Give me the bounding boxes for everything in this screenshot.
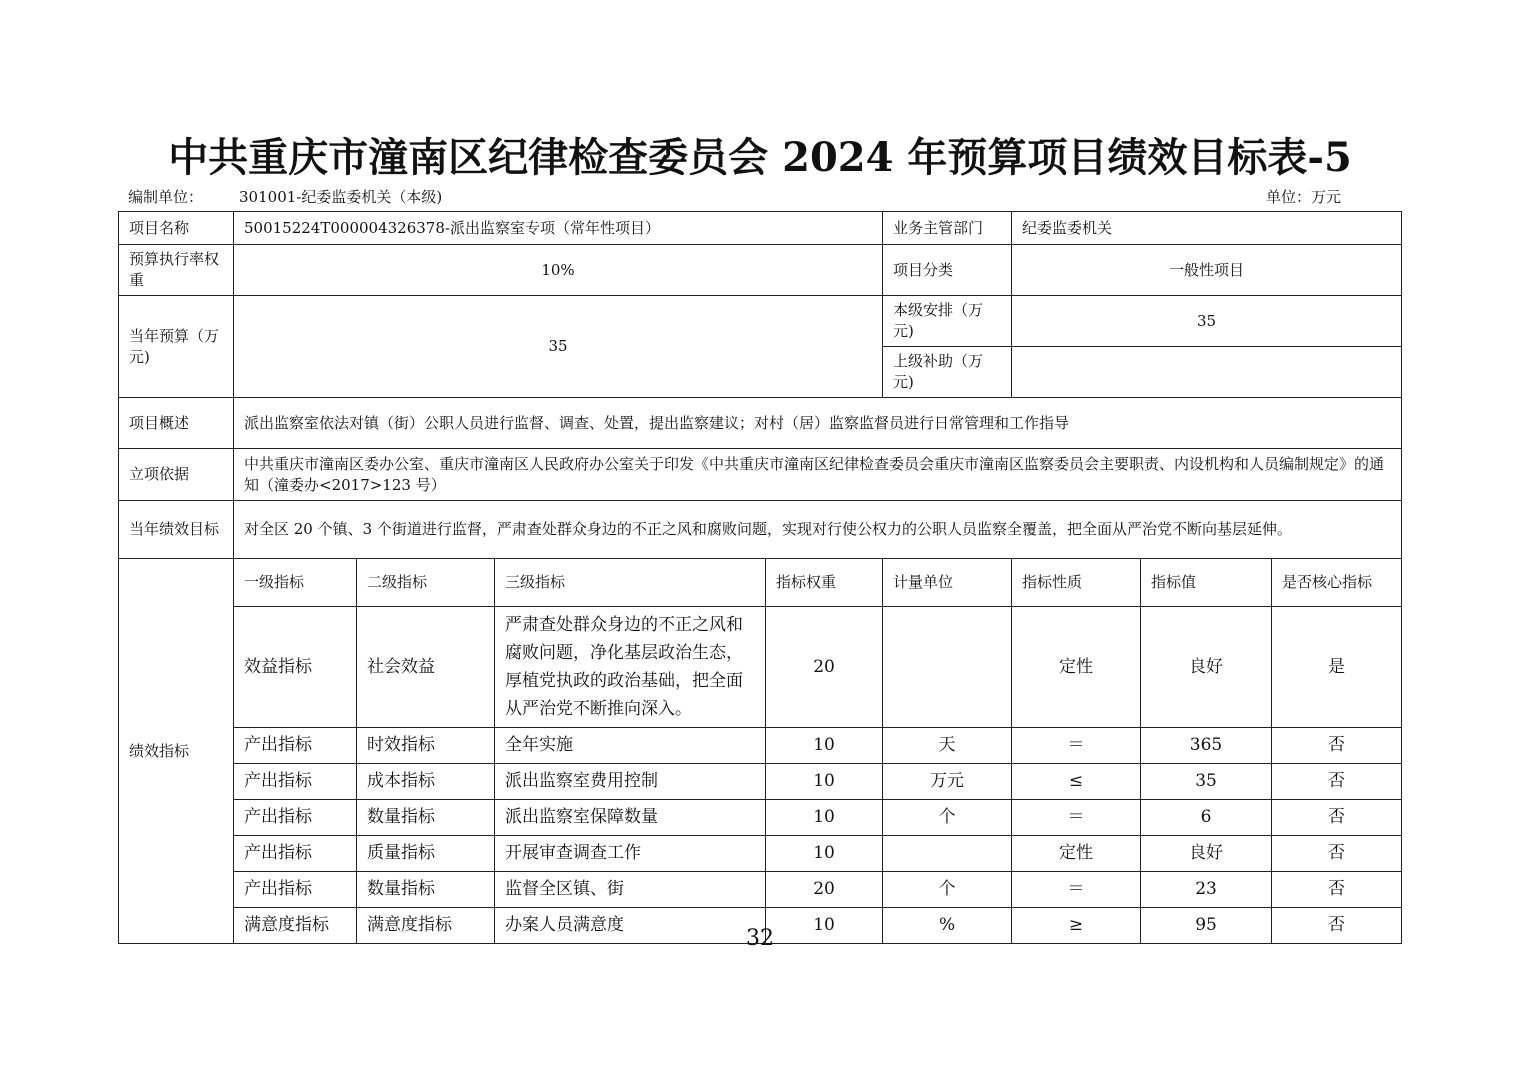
goal-value: 对全区 20 个镇、3 个街道进行监督，严肃查处群众身边的不正之风和腐败问题，实现对行使公权力的公职人员监察全覆盖，把全面从严治党不断向基层延伸。: [234, 501, 1402, 559]
basis-value: 中共重庆市潼南区委办公室、重庆市潼南区人民政府办公室关于印发《中共重庆市潼南区纪律检查委员会重庆市潼南区监察委员会主要职责、内设机构和人员编制规定》的通知（潼委办<2017>123 号）: [234, 449, 1402, 501]
header-core: 是否核心指标: [1272, 559, 1402, 607]
exec-weight-row: [119, 245, 1402, 296]
value-cell: 35: [1141, 764, 1272, 800]
basis-row: [119, 449, 1402, 501]
header-level3: 三级指标: [495, 559, 766, 607]
compiling-unit-value: 301001-纪委监委机关（本级): [239, 188, 443, 206]
header-level1: 一级指标: [234, 559, 357, 607]
value-cell: 良好: [1141, 607, 1272, 728]
nature-cell: ＝: [1012, 728, 1141, 764]
indicator-row: [119, 728, 1402, 764]
nature-cell: ＝: [1012, 872, 1141, 908]
weight-cell: 10: [766, 728, 883, 764]
unit-cell: 个: [883, 800, 1012, 836]
value-cell: 365: [1141, 728, 1272, 764]
dept-value: 纪委监委机关: [1012, 212, 1402, 245]
level1-cell: 产出指标: [234, 800, 357, 836]
weight-cell: 20: [766, 872, 883, 908]
level1-cell: 产出指标: [234, 872, 357, 908]
local-value: 35: [1012, 296, 1402, 347]
level3-cell: 办案人员满意度: [495, 908, 766, 944]
header-value: 指标值: [1141, 559, 1272, 607]
core-cell: 否: [1272, 728, 1402, 764]
core-cell: 是: [1272, 607, 1402, 728]
indicator-header-row: [119, 559, 1402, 607]
performance-table: [118, 211, 1402, 944]
weight-cell: 20: [766, 607, 883, 728]
goal-row: [119, 501, 1402, 559]
level1-cell: 效益指标: [234, 607, 357, 728]
level3-cell: 派出监察室费用控制: [495, 764, 766, 800]
header-level2: 二级指标: [357, 559, 495, 607]
core-cell: 否: [1272, 764, 1402, 800]
level2-cell: 满意度指标: [357, 908, 495, 944]
compiling-unit: [128, 186, 442, 208]
local-label: 本级安排（万元): [883, 296, 1012, 347]
header-nature: 指标性质: [1012, 559, 1141, 607]
level1-cell: 产出指标: [234, 728, 357, 764]
overview-row: [119, 398, 1402, 449]
level1-cell: 产出指标: [234, 836, 357, 872]
level2-cell: 时效指标: [357, 728, 495, 764]
unit-cell: 天: [883, 728, 1012, 764]
nature-cell: ≥: [1012, 908, 1141, 944]
indicator-row: [119, 872, 1402, 908]
level2-cell: 成本指标: [357, 764, 495, 800]
category-label: 项目分类: [883, 245, 1012, 296]
budget-label: 当年预算（万元): [119, 296, 234, 398]
level2-cell: 社会效益: [357, 607, 495, 728]
weight-cell: 10: [766, 908, 883, 944]
level3-cell: 监督全区镇、街: [495, 872, 766, 908]
nature-cell: ≤: [1012, 764, 1141, 800]
subsidy-label: 上级补助（万元): [883, 347, 1012, 398]
weight-cell: 10: [766, 800, 883, 836]
compiling-unit-label: 编制单位：: [128, 188, 204, 206]
unit-cell: 万元: [883, 764, 1012, 800]
level3-cell: 开展审查调查工作: [495, 836, 766, 872]
page-number: 32: [746, 926, 774, 951]
weight-cell: 10: [766, 764, 883, 800]
header-unit: 计量单位: [883, 559, 1012, 607]
level1-cell: 满意度指标: [234, 908, 357, 944]
weight-cell: 10: [766, 836, 883, 872]
level2-cell: 数量指标: [357, 872, 495, 908]
core-cell: 否: [1272, 908, 1402, 944]
nature-cell: 定性: [1012, 836, 1141, 872]
core-cell: 否: [1272, 800, 1402, 836]
project-name-row: [119, 212, 1402, 245]
level1-cell: 产出指标: [234, 764, 357, 800]
header-weight: 指标权重: [766, 559, 883, 607]
level3-cell: 严肃查处群众身边的不正之风和腐败问题，净化基层政治生态，厚植党执政的政治基础，把全面从严治党不断推向深入。: [495, 607, 766, 728]
indicator-row: [119, 607, 1402, 728]
nature-cell: 定性: [1012, 607, 1141, 728]
indicators-section-label: 绩效指标: [119, 559, 234, 944]
exec-weight-label: 预算执行率权重: [119, 245, 234, 296]
level3-cell: 派出监察室保障数量: [495, 800, 766, 836]
goal-label: 当年绩效目标: [119, 501, 234, 559]
subsidy-value: [1012, 347, 1402, 398]
budget-row: [119, 296, 1402, 347]
core-cell: 否: [1272, 872, 1402, 908]
overview-label: 项目概述: [119, 398, 234, 449]
value-cell: 23: [1141, 872, 1272, 908]
core-cell: 否: [1272, 836, 1402, 872]
unit-cell: [883, 836, 1012, 872]
indicator-row: [119, 800, 1402, 836]
category-value: 一般性项目: [1012, 245, 1402, 296]
indicator-row: [119, 764, 1402, 800]
unit-cell: %: [883, 908, 1012, 944]
indicator-row: [119, 836, 1402, 872]
exec-weight-value: 10%: [234, 245, 883, 296]
value-cell: 95: [1141, 908, 1272, 944]
overview-value: 派出监察室依法对镇（街）公职人员进行监督、调查、处置，提出监察建议；对村（居）监察监督员进行日常管理和工作指导: [234, 398, 1402, 449]
project-name-label: 项目名称: [119, 212, 234, 245]
level2-cell: 质量指标: [357, 836, 495, 872]
dept-label: 业务主管部门: [883, 212, 1012, 245]
budget-value: 35: [234, 296, 883, 398]
level2-cell: 数量指标: [357, 800, 495, 836]
page-title: 中共重庆市潼南区纪律检查委员会 2024 年预算项目绩效目标表-5: [168, 134, 1352, 181]
basis-label: 立项依据: [119, 449, 234, 501]
nature-cell: ＝: [1012, 800, 1141, 836]
unit-cell: [883, 607, 1012, 728]
level3-cell: 全年实施: [495, 728, 766, 764]
value-cell: 良好: [1141, 836, 1272, 872]
project-name-value: 50015224T000004326378-派出监察室专项（常年性项目）: [234, 212, 883, 245]
value-cell: 6: [1141, 800, 1272, 836]
unit-cell: 个: [883, 872, 1012, 908]
currency-unit: 单位：万元: [1266, 188, 1342, 206]
